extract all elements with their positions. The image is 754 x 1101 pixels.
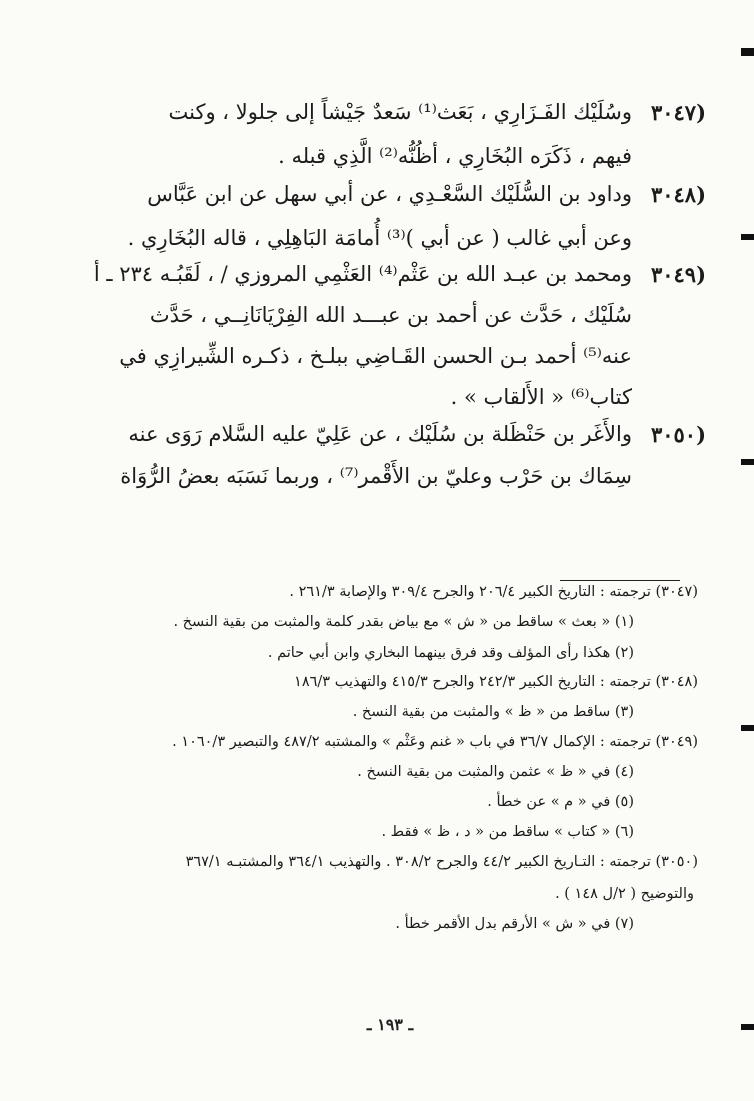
entry-line: سُلَيْك ، حَدَّث عن أحمد بن عبـــد الله الفِرْيَانَانِــي ، حَدَّث [149, 303, 632, 327]
footnote-line: (٣٠٤٩) ترجمته : الإكمال ٣٦/٧ في باب « غنم وعَثْم » والمشتبه ٤٨٧/٢ والتبصير ١٠٦٠/٣ . [172, 734, 698, 750]
entry-line: وعن أبي غالب ( عن أبي )⁽³⁾ أُمامَة البَاهِلِي ، قاله البُخَارِي . [127, 226, 632, 250]
entry-line: كتاب⁽⁶⁾ « الأَلقاب » . [450, 385, 632, 409]
entry-line: والأَغَر بن حَنْظَلة بن سُلَيْك ، عن عَلِيّ عليه السَّلام رَوَى عنه [128, 422, 632, 446]
entry-line: سِمَاك بن حَرْب وعليّ بن الأَقْمر⁽⁷⁾ ، وربما نَسَبَه بعضُ الرُّوَاة [120, 464, 632, 488]
scan-edge-mark [741, 1024, 754, 1030]
scan-edge-mark [741, 459, 754, 465]
footnote-line: (٤) في « ظ » عثمن والمثبت من بقية النسخ . [357, 764, 634, 780]
footnote-line: (١) « بعث » ساقط من « ش » مع بياض بقدر كلمة والمثبت من بقية النسخ . [173, 614, 634, 630]
entry-number: (٣٠٤٩ [650, 262, 706, 287]
entry-line: فيهم ، ذَكَرَه البُخَارِي ، أظُنُّه⁽²⁾ الَّذِي قبله . [278, 144, 632, 168]
entry-line: ومحمد بن عبـد الله بن عَثْم⁽⁴⁾ العَثْمِي المروزي / ، لَقَبُـه ٢٣٤ ـ أ [93, 262, 632, 286]
entry-line: وسُلَيْك الفَـزَارِي ، بَعَث⁽¹⁾ سَعدٌ جَيْشاً إلى جلولا ، وكنت [168, 100, 632, 124]
entry-3050 [60, 422, 706, 502]
scan-edge-mark [741, 725, 754, 731]
entry-line: وداود بن السُّلَيْك السَّعْـدِي ، عن أبي سهل عن ابن عَبَّاس [147, 182, 632, 206]
entry-3049 [60, 262, 706, 432]
footnote-line: (٢) هكذا رأى المؤلف وقد فرق بينهما البخاري وابن أبي حاتم . [267, 645, 634, 661]
footnote-line: والتوضيح ( ٢/ل ١٤٨ ) . [555, 886, 694, 902]
entry-3048 [60, 182, 706, 262]
scan-edge-mark [741, 234, 754, 240]
page-number: ـ ١٩٣ ـ [366, 1015, 414, 1034]
footnote-separator [560, 580, 680, 581]
entry-number: (٣٠٤٨ [650, 182, 706, 207]
footnote-line: (٣٠٤٧) ترجمته : التاريخ الكبير ٢٠٦/٤ والجرح ٣٠٩/٤ والإصابة ٢٦١/٣ . [289, 584, 698, 600]
footnote-line: (٧) في « ش » الأرقم بدل الأقمر خطأ . [395, 916, 634, 932]
footnote-line: (٦) « كتاب » ساقط من « د ، ظ » فقط . [381, 824, 634, 840]
entry-number: (٣٠٤٧ [650, 100, 706, 125]
entry-number: (٣٠٥٠ [650, 422, 706, 447]
footnote-line: (٣) ساقط من « ظ » والمثبت من بقية النسخ . [352, 704, 634, 720]
footnote-line: (٣٠٤٨) ترجمته : التاريخ الكبير ٢٤٢/٣ والجرح ٤١٥/٣ والتهذيب ١٨٦/٣ [294, 674, 698, 690]
footnote-line: (٥) في « م » عن خطأ . [487, 794, 634, 810]
footnote-line: (٣٠٥٠) ترجمته : التـاريخ الكبير ٤٤/٢ والجرح ٣٠٨/٢ . والتهذيب ٣٦٤/١ والمشتبـه ٣٦٧/١ [185, 854, 698, 870]
scan-edge-mark [741, 48, 754, 56]
entry-line: عنه⁽⁵⁾ أحمد بـن الحسن القَـاضِي ببلـخ ، ذكـره الشِّيرازِي في [119, 344, 632, 368]
entry-3047 [60, 100, 706, 180]
